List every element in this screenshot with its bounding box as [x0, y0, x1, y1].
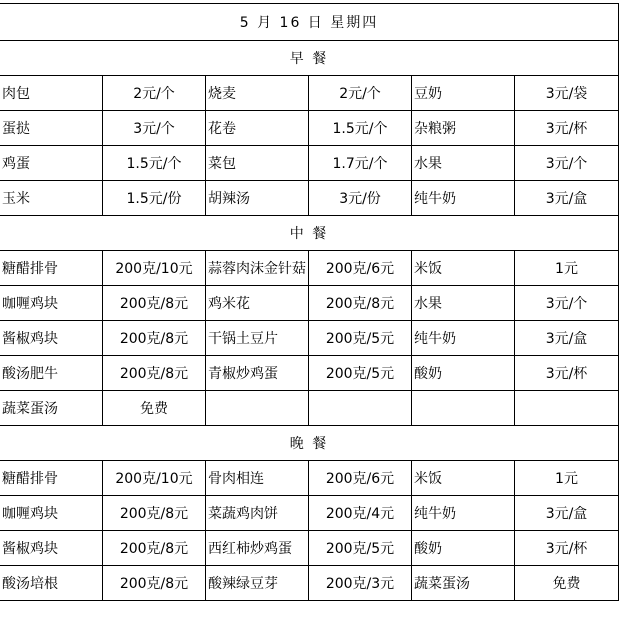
dish-price: 200克/8元: [103, 566, 206, 601]
dish-price: 200克/8元: [103, 356, 206, 391]
table-row: [0, 181, 619, 216]
dish-name: 西红柿炒鸡蛋: [206, 531, 309, 566]
dish-price: 200克/5元: [309, 321, 412, 356]
table-row: [0, 251, 619, 286]
dish-name: 咖喱鸡块: [0, 286, 103, 321]
dish-name: 蔬菜蛋汤: [412, 566, 515, 601]
table-row: [0, 356, 619, 391]
dish-price: 免费: [515, 566, 619, 601]
dish-price: 200克/10元: [103, 251, 206, 286]
dish-price: 200克/6元: [309, 251, 412, 286]
dish-price: 1元: [515, 461, 619, 496]
dish-name: [206, 391, 309, 426]
title-row: [0, 4, 619, 41]
dish-name: 花卷: [206, 111, 309, 146]
dish-name: 鸡米花: [206, 286, 309, 321]
dish-name: 肉包: [0, 76, 103, 111]
dish-price: 3元/杯: [515, 111, 619, 146]
breakfast-header-row: [0, 41, 619, 76]
dish-name: 胡辣汤: [206, 181, 309, 216]
dish-name: 蔬菜蛋汤: [0, 391, 103, 426]
dish-name: 杂粮粥: [412, 111, 515, 146]
dish-price: 200克/6元: [309, 461, 412, 496]
dish-name: 酸奶: [412, 356, 515, 391]
lunch-header-row: [0, 216, 619, 251]
dish-price: 200克/5元: [309, 356, 412, 391]
table-row: [0, 76, 619, 111]
dish-name: 咖喱鸡块: [0, 496, 103, 531]
dish-price: 3元/杯: [515, 531, 619, 566]
table-row: [0, 146, 619, 181]
table-row: [0, 461, 619, 496]
dish-price: [309, 391, 412, 426]
table-row: [0, 391, 619, 426]
table-row: [0, 286, 619, 321]
dish-price: 3元/个: [515, 286, 619, 321]
dish-price: 3元/杯: [515, 356, 619, 391]
dish-price: [515, 391, 619, 426]
dish-name: 菜蔬鸡肉饼: [206, 496, 309, 531]
dish-price: 200克/5元: [309, 531, 412, 566]
dish-name: 酸辣绿豆芽: [206, 566, 309, 601]
table-row: [0, 566, 619, 601]
dish-name: 酸汤肥牛: [0, 356, 103, 391]
dish-price: 3元/盒: [515, 181, 619, 216]
dish-name: 豆奶: [412, 76, 515, 111]
dish-price: 1.7元/个: [309, 146, 412, 181]
dish-price: 3元/个: [515, 146, 619, 181]
dish-name: 菜包: [206, 146, 309, 181]
dish-price: 200克/8元: [103, 531, 206, 566]
dinner-section-title: 晚 餐: [0, 426, 619, 461]
dish-price: 3元/份: [309, 181, 412, 216]
dish-name: 糖醋排骨: [0, 461, 103, 496]
table-row: [0, 321, 619, 356]
dish-name: 蒜蓉肉沫金针菇: [206, 251, 309, 286]
dish-name: 糖醋排骨: [0, 251, 103, 286]
dish-price: 200克/8元: [103, 321, 206, 356]
dish-name: 纯牛奶: [412, 181, 515, 216]
dish-price: 2元/个: [103, 76, 206, 111]
dish-name: 水果: [412, 286, 515, 321]
dish-name: 青椒炒鸡蛋: [206, 356, 309, 391]
dish-name: 米饭: [412, 251, 515, 286]
dish-name: 酱椒鸡块: [0, 321, 103, 356]
dish-price: 200克/4元: [309, 496, 412, 531]
dish-price: 2元/个: [309, 76, 412, 111]
dish-price: 3元/盒: [515, 496, 619, 531]
dish-name: 米饭: [412, 461, 515, 496]
dish-name: 干锅土豆片: [206, 321, 309, 356]
menu-table: [0, 3, 619, 601]
dish-name: 蛋挞: [0, 111, 103, 146]
table-row: [0, 531, 619, 566]
dish-name: 酱椒鸡块: [0, 531, 103, 566]
dish-name: 鸡蛋: [0, 146, 103, 181]
dish-price: 200克/8元: [103, 286, 206, 321]
lunch-section-title: 中 餐: [0, 216, 619, 251]
dish-name: 烧麦: [206, 76, 309, 111]
dish-name: [412, 391, 515, 426]
dinner-header-row: [0, 426, 619, 461]
page-title: 5 月 16 日 星期四: [0, 4, 619, 41]
dish-name: 纯牛奶: [412, 496, 515, 531]
dish-price: 200克/8元: [309, 286, 412, 321]
dish-price: 200克/8元: [103, 496, 206, 531]
breakfast-section-title: 早 餐: [0, 41, 619, 76]
dish-price: 1.5元/个: [103, 146, 206, 181]
dish-price: 3元/袋: [515, 76, 619, 111]
dish-name: 水果: [412, 146, 515, 181]
dish-price: 200克/10元: [103, 461, 206, 496]
dish-price: 免费: [103, 391, 206, 426]
table-row: [0, 111, 619, 146]
dish-price: 1.5元/个: [309, 111, 412, 146]
dish-price: 1.5元/份: [103, 181, 206, 216]
dish-name: 骨肉相连: [206, 461, 309, 496]
dish-name: 酸奶: [412, 531, 515, 566]
table-row: [0, 496, 619, 531]
dish-price: 1元: [515, 251, 619, 286]
dish-name: 酸汤培根: [0, 566, 103, 601]
dish-name: 玉米: [0, 181, 103, 216]
dish-price: 3元/盒: [515, 321, 619, 356]
dish-name: 纯牛奶: [412, 321, 515, 356]
dish-price: 3元/个: [103, 111, 206, 146]
dish-price: 200克/3元: [309, 566, 412, 601]
